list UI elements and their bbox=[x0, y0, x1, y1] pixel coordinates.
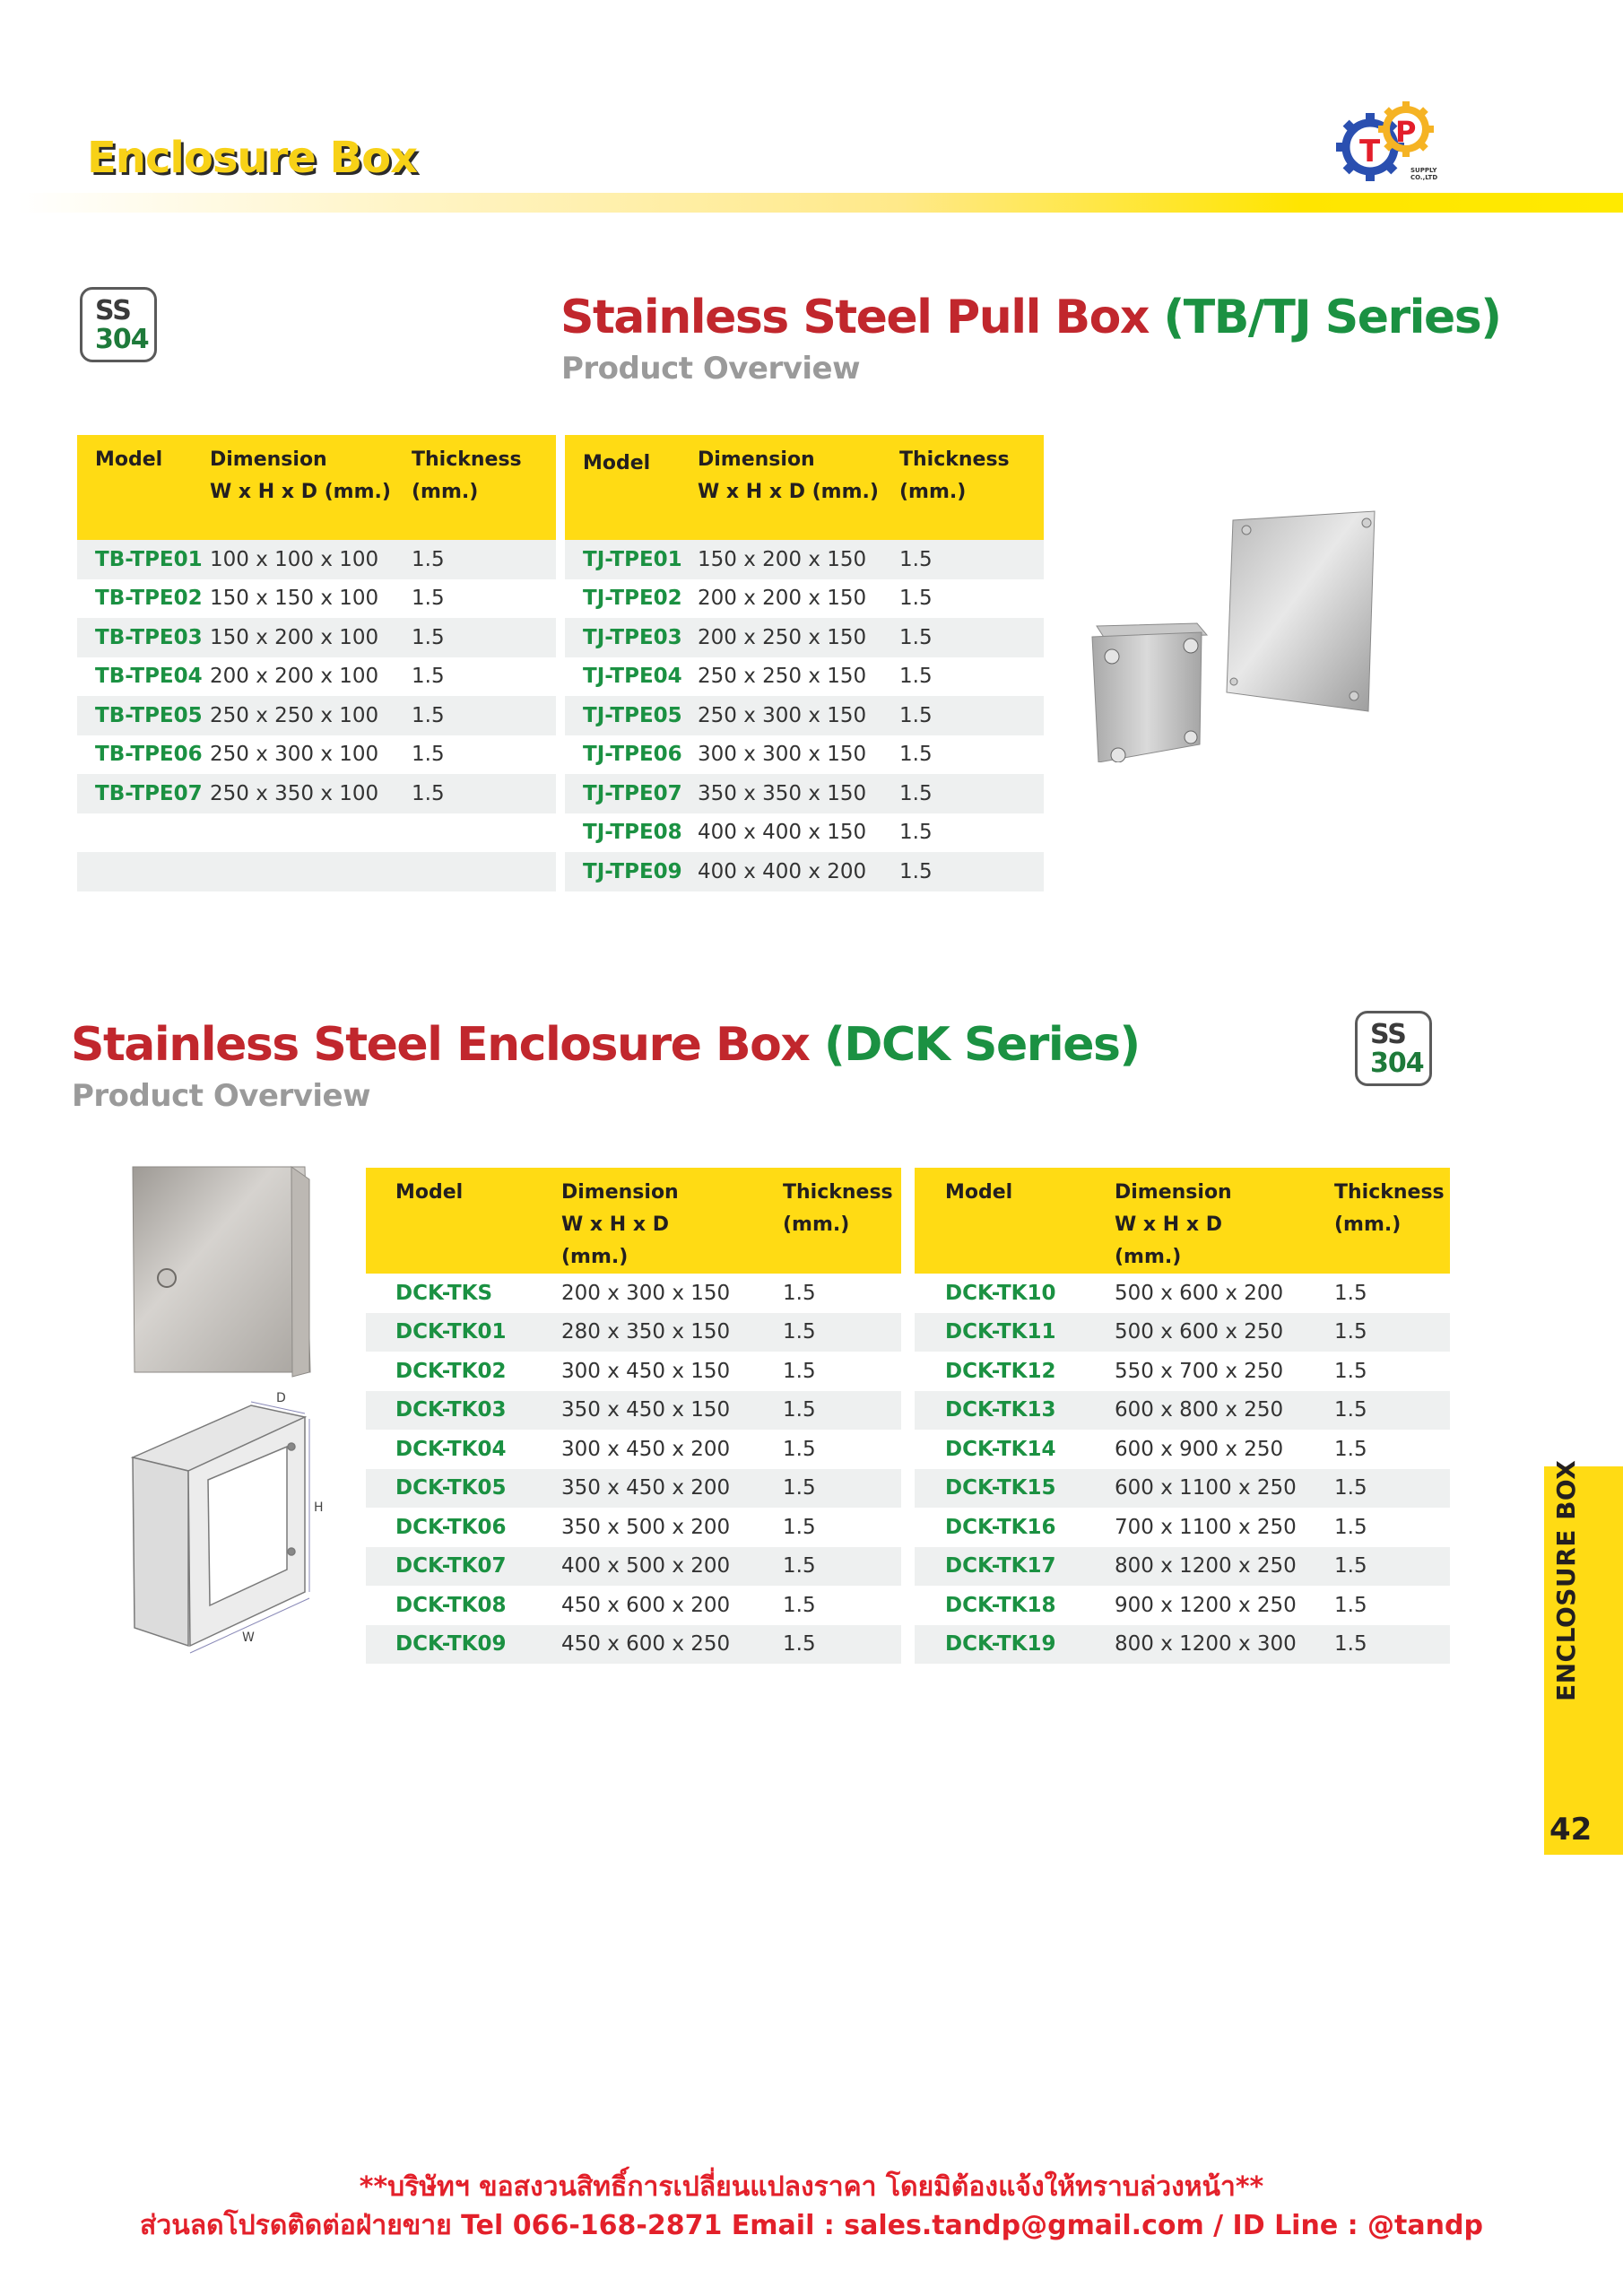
cell-thickness: 1.5 bbox=[1334, 1437, 1367, 1461]
footer-contact: ส่วนลดโปรดติดต่อฝ่ายขาย Tel 066-168-2871 Email : sales.tandp@gmail.com / ID Line : @tandp bbox=[140, 2210, 1483, 2241]
cell-model: TJ-TPE01 bbox=[565, 540, 698, 579]
cell-dimension: 550 x 700 x 250 bbox=[1115, 1359, 1284, 1383]
table-row bbox=[915, 1430, 1450, 1469]
table-row bbox=[565, 657, 1044, 697]
cell-dimension: 200 x 250 x 150 bbox=[698, 618, 899, 657]
header-dimension bbox=[1115, 1168, 1334, 1274]
cell-dimension: 600 x 1100 x 250 bbox=[1115, 1469, 1334, 1509]
cell-dimension: 350 x 350 x 150 bbox=[698, 774, 899, 813]
section-title-pull-box bbox=[560, 291, 1500, 344]
cell-model: TB-TPE06 bbox=[95, 743, 203, 767]
cell-dimension: 150 x 150 x 100 bbox=[210, 587, 379, 611]
cell-thickness: 1.5 bbox=[1334, 1625, 1450, 1665]
cell-thickness: 1.5 bbox=[783, 1515, 816, 1539]
cell-thickness: 1.5 bbox=[899, 665, 933, 689]
cell-thickness: 1.5 bbox=[1334, 1391, 1450, 1431]
table-row bbox=[915, 1313, 1450, 1352]
header-thickness bbox=[899, 435, 1044, 540]
cell-dimension: 100 x 100 x 100 bbox=[210, 540, 412, 579]
cell-thickness: 1.5 bbox=[412, 774, 556, 813]
cell-dimension: 600 x 800 x 250 bbox=[1115, 1391, 1334, 1431]
table-row bbox=[366, 1586, 901, 1625]
cell-model: DCK-TK06 bbox=[395, 1515, 507, 1539]
cell-model: TJ-TPE06 bbox=[583, 743, 682, 767]
cell-dimension: 250 x 250 x 100 bbox=[210, 696, 412, 735]
table-row bbox=[565, 618, 1044, 657]
header-thickness-line1: Thickness bbox=[783, 1181, 893, 1204]
cell-model: TJ-TPE04 bbox=[583, 665, 682, 689]
cell-thickness: 1.5 bbox=[412, 618, 556, 657]
header-dimension-line2: W x H x D bbox=[561, 1213, 669, 1236]
pull-box-product-image bbox=[1067, 493, 1390, 762]
cell-thickness: 1.5 bbox=[783, 1359, 816, 1383]
cell-model: TB-TPE07 bbox=[77, 774, 210, 813]
cell-thickness: 1.5 bbox=[1334, 1281, 1367, 1305]
cell-model: TJ-TPE05 bbox=[565, 696, 698, 735]
cell-thickness: 1.5 bbox=[783, 1437, 816, 1461]
table-row bbox=[77, 735, 556, 775]
cell-thickness: 1.5 bbox=[1334, 1469, 1450, 1509]
title-series: (DCK Series) bbox=[824, 1018, 1140, 1072]
badge-ss: SS bbox=[1370, 1019, 1406, 1050]
cell-dimension: 400 x 400 x 150 bbox=[698, 821, 867, 845]
title-series: (TB/TJ Series) bbox=[1163, 291, 1501, 344]
company-logo bbox=[1336, 100, 1453, 181]
header-thickness-line2: (mm.) bbox=[783, 1213, 850, 1236]
cell-model: DCK-TK07 bbox=[366, 1547, 561, 1587]
cell-dimension: 250 x 250 x 150 bbox=[698, 665, 867, 689]
cell-dimension: 900 x 1200 x 250 bbox=[1115, 1593, 1297, 1617]
page-number: 42 bbox=[1549, 1812, 1593, 1848]
table-row bbox=[366, 1430, 901, 1469]
cell-dimension: 400 x 400 x 200 bbox=[698, 852, 899, 891]
cell-thickness: 1.5 bbox=[783, 1469, 901, 1509]
header-dimension bbox=[561, 1168, 783, 1274]
cell-dimension: 250 x 300 x 150 bbox=[698, 696, 899, 735]
cell-dimension: 500 x 600 x 200 bbox=[1115, 1281, 1284, 1305]
cell-thickness: 1.5 bbox=[412, 587, 445, 611]
cell-thickness: 1.5 bbox=[783, 1547, 901, 1587]
badge-304: 304 bbox=[1370, 1048, 1424, 1079]
cell-thickness: 1.5 bbox=[412, 696, 556, 735]
section-title-enclosure-box bbox=[71, 1018, 1140, 1072]
cell-thickness: 1.5 bbox=[783, 1281, 816, 1305]
logo-text-supply: SUPPLY bbox=[1410, 167, 1437, 174]
cell-thickness: 1.5 bbox=[412, 540, 556, 579]
cell-model bbox=[77, 813, 210, 853]
table-row bbox=[77, 540, 556, 579]
cell-dimension: 700 x 1100 x 250 bbox=[1115, 1515, 1297, 1539]
table-row bbox=[915, 1508, 1450, 1547]
cell-thickness bbox=[412, 813, 556, 853]
header-dimension-line2: W x H x D (mm.) bbox=[210, 481, 391, 503]
table-row bbox=[366, 1547, 901, 1587]
logo-letter-p: P bbox=[1395, 115, 1417, 149]
table-row bbox=[366, 1469, 901, 1509]
cell-dimension: 450 x 600 x 200 bbox=[561, 1593, 731, 1617]
table-row bbox=[77, 813, 556, 853]
cell-thickness: 1.5 bbox=[783, 1313, 901, 1352]
table-row bbox=[77, 657, 556, 697]
ss304-badge bbox=[80, 287, 157, 362]
table-row bbox=[915, 1469, 1450, 1509]
cell-model: DCK-TK16 bbox=[945, 1515, 1056, 1539]
table-row bbox=[366, 1352, 901, 1391]
title-main: Stainless Steel Pull Box bbox=[560, 291, 1149, 344]
cell-thickness: 1.5 bbox=[899, 821, 933, 845]
cell-model: DCK-TK03 bbox=[366, 1391, 561, 1431]
dck-table-left bbox=[366, 1168, 901, 1664]
cell-dimension: 300 x 450 x 150 bbox=[561, 1359, 731, 1383]
cell-dimension: 300 x 450 x 200 bbox=[561, 1437, 731, 1461]
table-row bbox=[77, 774, 556, 813]
cell-model: TJ-TPE09 bbox=[565, 852, 698, 891]
cell-model: TB-TPE04 bbox=[95, 665, 203, 689]
cell-dimension: 250 x 350 x 100 bbox=[210, 774, 412, 813]
cell-dimension: 200 x 200 x 150 bbox=[698, 587, 867, 611]
table-row bbox=[565, 774, 1044, 813]
table-row bbox=[77, 696, 556, 735]
cell-thickness: 1.5 bbox=[783, 1391, 901, 1431]
header-thickness-line1: Thickness bbox=[899, 448, 1010, 471]
header-thickness-line2: (mm.) bbox=[899, 481, 967, 503]
cell-thickness: 1.5 bbox=[1334, 1515, 1367, 1539]
footer-disclaimer: **บริษัทฯ ขอสงวนสิทธิ์การเปลี่ยนแปลงราคา โดยมิต้องแจ้งให้ทราบล่วงหน้า** bbox=[359, 2171, 1264, 2203]
cell-model: DCK-TK09 bbox=[366, 1625, 561, 1665]
cell-thickness: 1.5 bbox=[899, 774, 1044, 813]
cell-thickness: 1.5 bbox=[412, 665, 445, 689]
cell-dimension: 150 x 200 x 100 bbox=[210, 618, 412, 657]
side-tab-label bbox=[1544, 1459, 1589, 1735]
table-row bbox=[366, 1274, 901, 1313]
table-row bbox=[366, 1625, 901, 1665]
header-dimension-line1: Dimension bbox=[210, 448, 327, 471]
table-row bbox=[915, 1352, 1450, 1391]
cell-thickness: 1.5 bbox=[783, 1593, 816, 1617]
header-dimension-line3: (mm.) bbox=[1115, 1246, 1182, 1268]
logo-letter-t: T bbox=[1359, 134, 1381, 170]
cell-model: DCK-TK19 bbox=[915, 1625, 1115, 1665]
cell-thickness: 1.5 bbox=[899, 743, 933, 767]
cell-model: DCK-TK18 bbox=[945, 1593, 1056, 1617]
cell-model: DCK-TK13 bbox=[915, 1391, 1115, 1431]
tb-series-table bbox=[77, 435, 556, 891]
table-row bbox=[915, 1547, 1450, 1587]
header-dimension bbox=[698, 435, 899, 540]
table-row bbox=[915, 1274, 1450, 1313]
table-row bbox=[915, 1625, 1450, 1665]
table-row bbox=[565, 579, 1044, 619]
cell-model: TJ-TPE08 bbox=[583, 821, 682, 845]
header-model: Model bbox=[915, 1168, 1115, 1274]
cell-thickness: 1.5 bbox=[1334, 1547, 1450, 1587]
header-thickness bbox=[783, 1168, 901, 1274]
cell-model: DCK-TK08 bbox=[395, 1593, 507, 1617]
enclosure-illustration-icon bbox=[126, 1161, 323, 1700]
table-row bbox=[366, 1508, 901, 1547]
cell-model: DCK-TK01 bbox=[366, 1313, 561, 1352]
cell-thickness: 1.5 bbox=[1334, 1359, 1367, 1383]
header-thickness-line2: (mm.) bbox=[412, 481, 479, 503]
table-row bbox=[565, 852, 1044, 891]
cell-dimension: 300 x 300 x 150 bbox=[698, 743, 867, 767]
cell-model: DCK-TK17 bbox=[915, 1547, 1115, 1587]
cell-dimension: 150 x 200 x 150 bbox=[698, 540, 899, 579]
diagram-label-d: D bbox=[276, 1391, 286, 1405]
ss304-badge bbox=[1355, 1011, 1432, 1086]
cell-dimension: 450 x 600 x 250 bbox=[561, 1625, 783, 1665]
cell-model: TJ-TPE02 bbox=[583, 587, 682, 611]
cell-dimension: 800 x 1200 x 300 bbox=[1115, 1625, 1334, 1665]
cell-model: TB-TPE02 bbox=[95, 587, 203, 611]
table-row bbox=[915, 1391, 1450, 1431]
cell-dimension: 200 x 300 x 150 bbox=[561, 1281, 731, 1305]
cell-thickness: 1.5 bbox=[899, 587, 933, 611]
tj-series-table bbox=[565, 435, 1044, 891]
badge-ss: SS bbox=[95, 295, 131, 326]
header-band bbox=[18, 193, 1623, 213]
badge-304: 304 bbox=[95, 324, 149, 355]
cell-dimension: 350 x 450 x 200 bbox=[561, 1469, 783, 1509]
header-dimension-line1: Dimension bbox=[1115, 1181, 1232, 1204]
header-thickness-line1: Thickness bbox=[1334, 1181, 1445, 1204]
cell-model: DCK-TK12 bbox=[945, 1359, 1056, 1383]
cell-dimension: 280 x 350 x 150 bbox=[561, 1313, 783, 1352]
header-thickness-line1: Thickness bbox=[412, 448, 522, 471]
table-row bbox=[565, 813, 1044, 853]
dck-table-right bbox=[915, 1168, 1450, 1664]
enclosure-product-images bbox=[126, 1161, 323, 1700]
table-row bbox=[565, 540, 1044, 579]
header-model: Model bbox=[366, 1168, 561, 1274]
cell-model: TB-TPE03 bbox=[77, 618, 210, 657]
cell-thickness bbox=[412, 852, 556, 891]
header-dimension bbox=[210, 435, 412, 540]
pull-box-illustration-icon bbox=[1067, 493, 1390, 762]
cell-thickness: 1.5 bbox=[1334, 1313, 1450, 1352]
table-row bbox=[915, 1586, 1450, 1625]
header-model: Model bbox=[77, 435, 210, 540]
cell-thickness: 1.5 bbox=[783, 1625, 901, 1665]
table-row bbox=[565, 735, 1044, 775]
cell-model: DCK-TK05 bbox=[366, 1469, 561, 1509]
cell-dimension bbox=[210, 813, 412, 853]
cell-thickness: 1.5 bbox=[899, 852, 1044, 891]
cell-thickness: 1.5 bbox=[1334, 1593, 1367, 1617]
cell-dimension: 350 x 450 x 150 bbox=[561, 1391, 783, 1431]
cell-dimension: 800 x 1200 x 250 bbox=[1115, 1547, 1334, 1587]
cell-model: TB-TPE01 bbox=[77, 540, 210, 579]
cell-thickness: 1.5 bbox=[899, 618, 1044, 657]
cell-model bbox=[77, 852, 210, 891]
cell-model: DCK-TK04 bbox=[395, 1437, 507, 1461]
cell-thickness: 1.5 bbox=[899, 540, 1044, 579]
cell-dimension: 350 x 500 x 200 bbox=[561, 1515, 731, 1539]
header-thickness bbox=[412, 435, 556, 540]
section-subtitle: Product Overview bbox=[72, 1078, 371, 1114]
cell-dimension: 500 x 600 x 250 bbox=[1115, 1313, 1334, 1352]
diagram-label-w: W bbox=[242, 1631, 255, 1645]
side-tab-text: ENCLOSURE BOX bbox=[1551, 1459, 1581, 1701]
diagram-label-h: H bbox=[314, 1500, 323, 1515]
cell-dimension: 250 x 300 x 100 bbox=[210, 743, 379, 767]
header-dimension-line1: Dimension bbox=[561, 1181, 679, 1204]
cell-model: DCK-TK02 bbox=[395, 1359, 507, 1383]
cell-model: DCK-TK15 bbox=[915, 1469, 1115, 1509]
header-dimension-line2: W x H x D (mm.) bbox=[698, 481, 879, 503]
table-row bbox=[77, 852, 556, 891]
cell-dimension bbox=[210, 852, 412, 891]
page-title: Enclosure Box bbox=[87, 133, 418, 183]
header-dimension-line3: (mm.) bbox=[561, 1246, 629, 1268]
table-row bbox=[77, 579, 556, 619]
title-main: Stainless Steel Enclosure Box bbox=[71, 1018, 810, 1072]
table-row bbox=[366, 1391, 901, 1431]
gear-logo-icon bbox=[1336, 100, 1453, 181]
cell-model: TB-TPE05 bbox=[77, 696, 210, 735]
cell-model: DCK-TK14 bbox=[945, 1437, 1056, 1461]
header-thickness-line2: (mm.) bbox=[1334, 1213, 1402, 1236]
section-subtitle: Product Overview bbox=[561, 351, 861, 387]
cell-model: DCK-TK10 bbox=[945, 1281, 1056, 1305]
cell-dimension: 600 x 900 x 250 bbox=[1115, 1437, 1284, 1461]
cell-thickness: 1.5 bbox=[412, 743, 445, 767]
cell-dimension: 400 x 500 x 200 bbox=[561, 1547, 783, 1587]
cell-model: TJ-TPE07 bbox=[565, 774, 698, 813]
cell-model: TJ-TPE03 bbox=[565, 618, 698, 657]
header-dimension-line2: W x H x D bbox=[1115, 1213, 1222, 1236]
table-row bbox=[77, 618, 556, 657]
cell-dimension: 200 x 200 x 100 bbox=[210, 665, 379, 689]
cell-model: DCK-TKS bbox=[395, 1281, 493, 1305]
header-model: Model bbox=[565, 435, 698, 540]
table-row bbox=[366, 1313, 901, 1352]
logo-text-co: CO.,LTD bbox=[1410, 174, 1438, 181]
table-row bbox=[565, 696, 1044, 735]
header-thickness bbox=[1334, 1168, 1450, 1274]
cell-thickness: 1.5 bbox=[899, 696, 1044, 735]
header-dimension-line1: Dimension bbox=[698, 448, 815, 471]
cell-model: DCK-TK11 bbox=[915, 1313, 1115, 1352]
